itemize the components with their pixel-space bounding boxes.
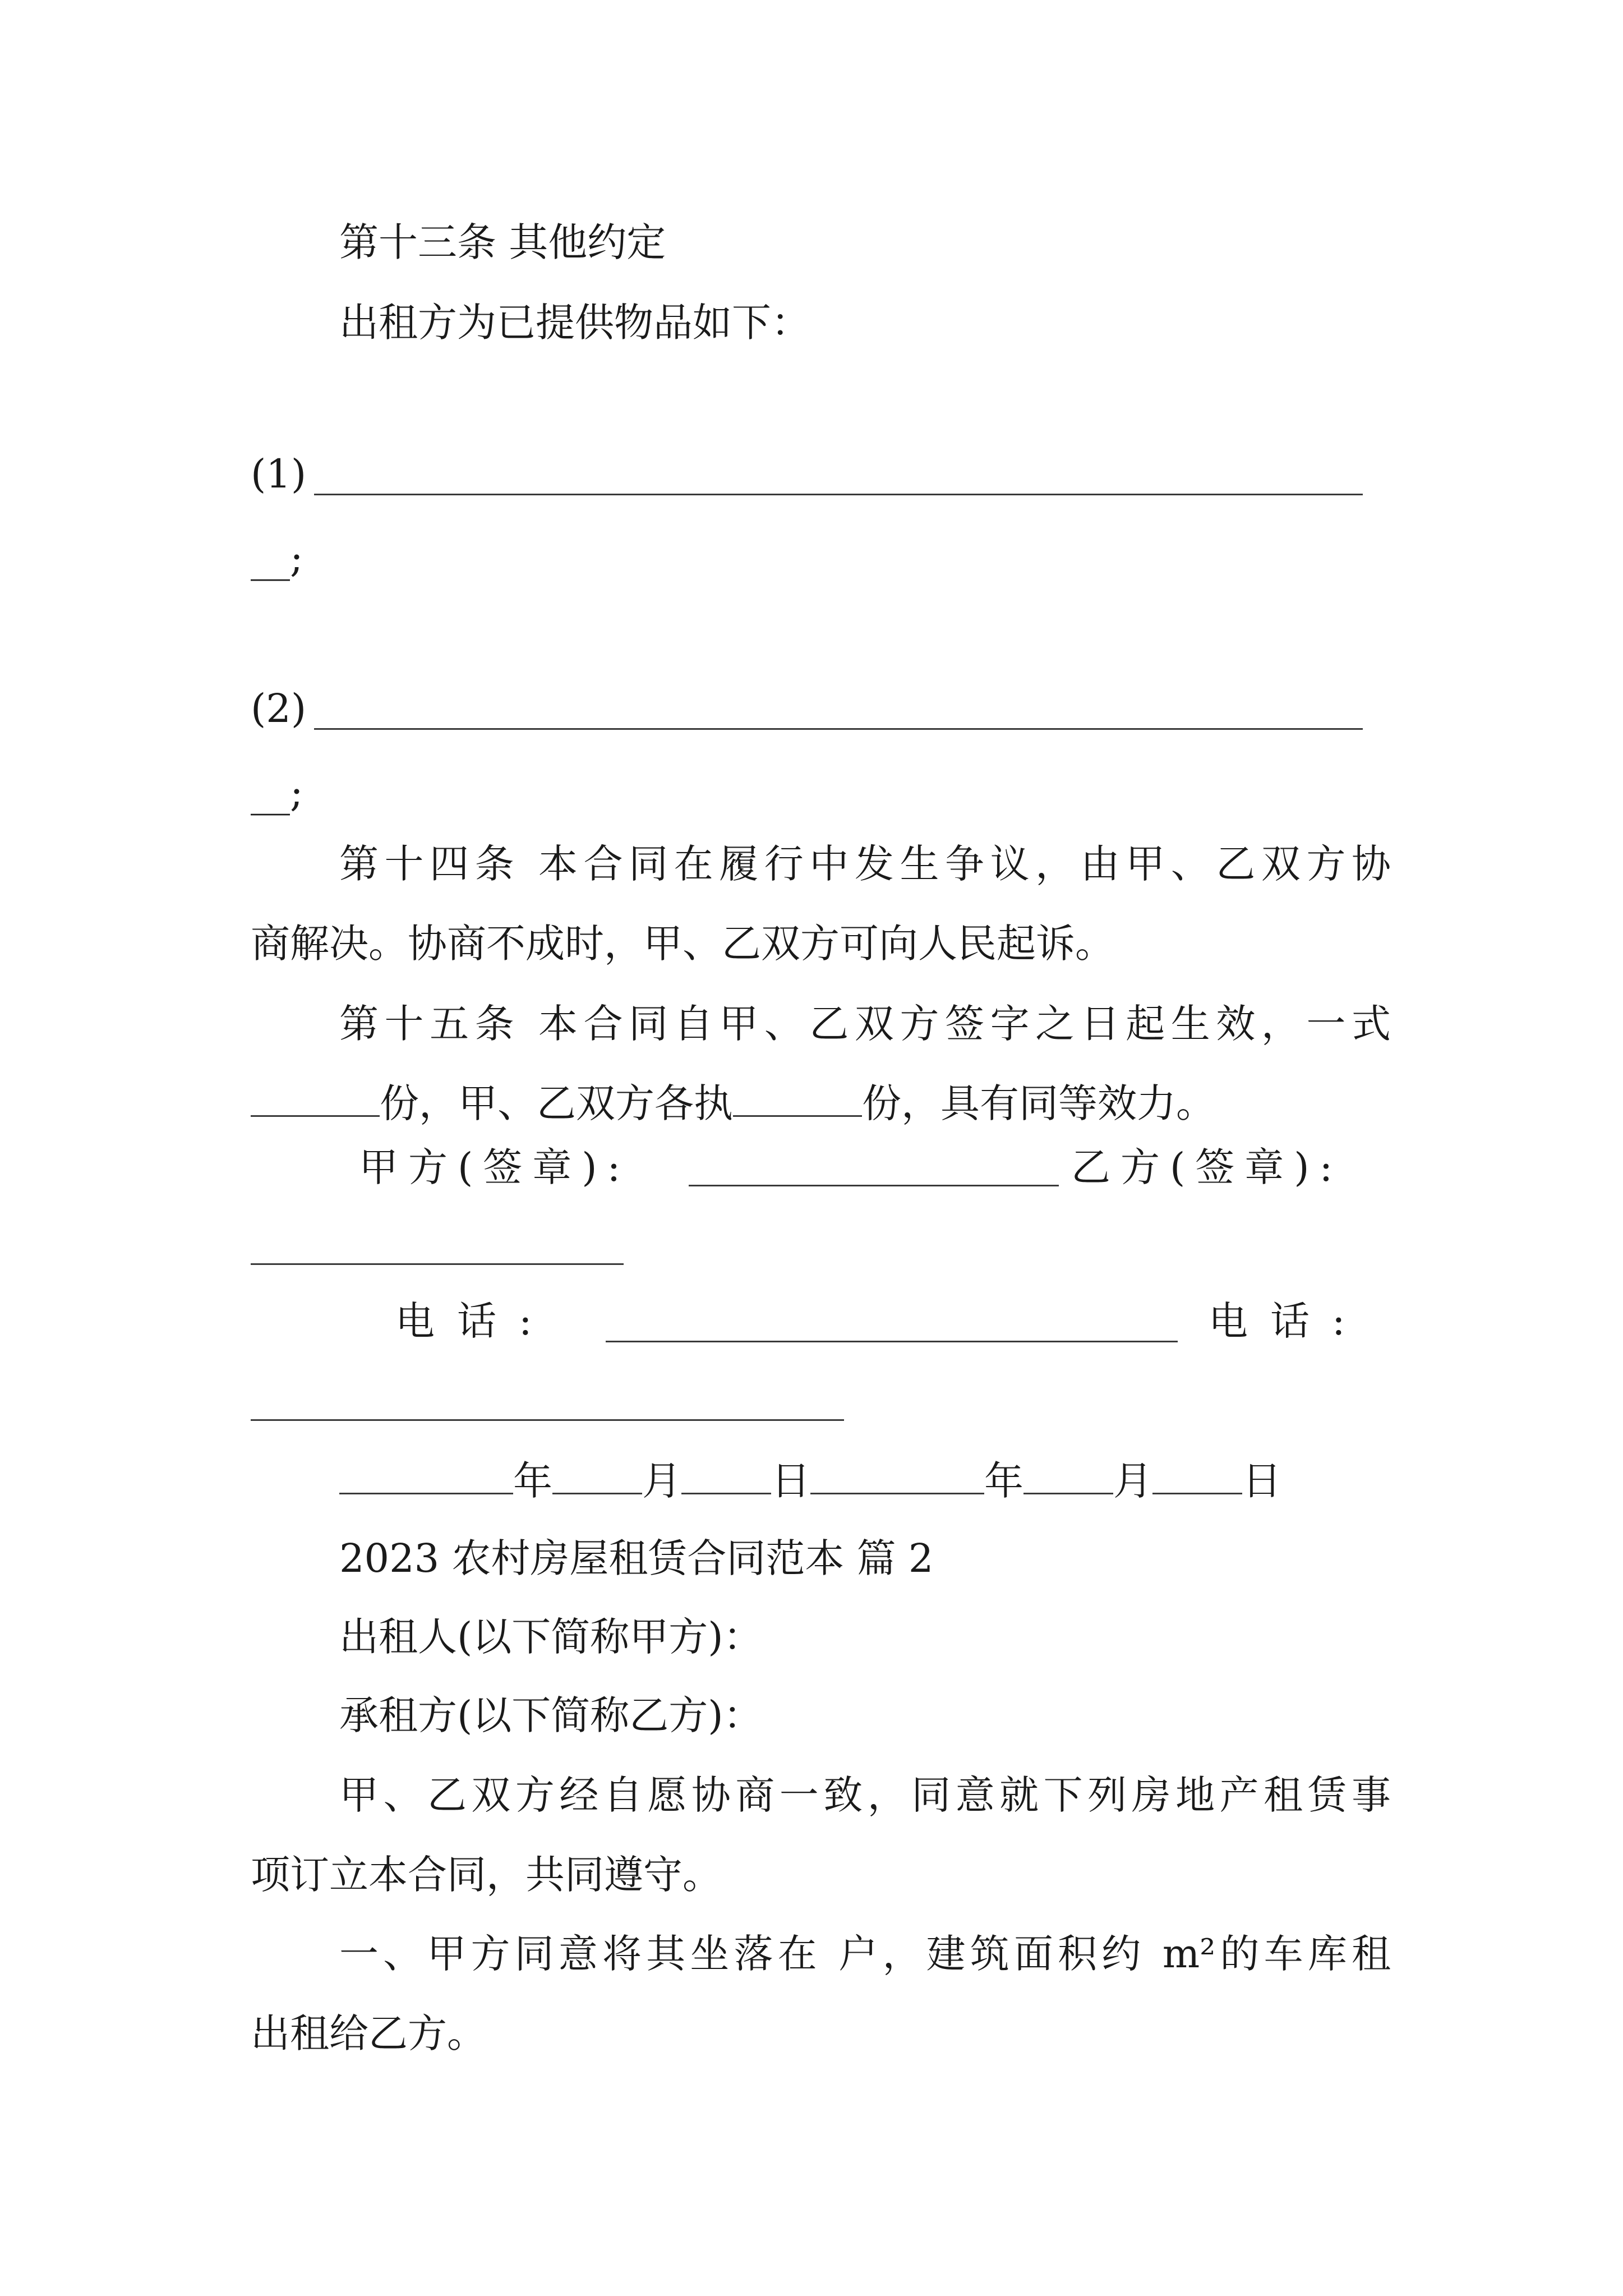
party-b-signature-line (251, 1263, 624, 1265)
date-b-month-blank (1023, 1458, 1113, 1494)
party-b-signature-label: 乙方(签章): (1071, 1144, 1343, 1190)
article-14-line-1: 第十四条 本合同在履行中发生争议，由甲、乙双方协 (339, 841, 1391, 887)
date-a-month: 月 (642, 1458, 681, 1504)
date-a-year: 年 (513, 1458, 552, 1504)
item-1-blank-line (314, 494, 1363, 495)
date-a-day: 日 (771, 1458, 810, 1504)
date-a-year-blank (339, 1458, 513, 1494)
article-15-line-2 (251, 1078, 1215, 1129)
item-1-end: __; (251, 535, 303, 581)
date-b-day: 日 (1242, 1458, 1281, 1504)
party-b-phone-line (251, 1419, 844, 1421)
party-a-signature-line (689, 1185, 1059, 1186)
item-2-label: (2) (251, 685, 307, 731)
article-15-line-1: 第十五条 本合同自甲、乙双方签字之日起生效，一式 (339, 1001, 1391, 1047)
date-b-month: 月 (1113, 1458, 1152, 1504)
item-2-end: __; (251, 770, 303, 816)
party-a-signature-label: 甲方(签章): (359, 1144, 631, 1190)
date-b-year-blank (810, 1458, 984, 1494)
date-a-month-blank (552, 1458, 642, 1494)
item-2-blank-line (314, 728, 1363, 730)
signing-dates (339, 1456, 1281, 1506)
copies-total-blank (251, 1080, 380, 1117)
agreement-line-2: 项订立本合同，共同遵守。 (251, 1852, 722, 1898)
item-1-label: (1) (251, 451, 307, 497)
copies-each-blank (733, 1080, 862, 1117)
date-b-year: 年 (984, 1458, 1023, 1504)
agreement-line-1: 甲、乙双方经自愿协商一致，同意就下列房地产租赁事 (339, 1772, 1391, 1818)
party-a-phone-label: 电话: (395, 1298, 555, 1344)
article-15-part-b: 份，具有同等效力。 (862, 1080, 1215, 1126)
article-13-intro: 出租方为已提供物品如下： (339, 300, 810, 346)
clause-1-line-2: 出租给乙方。 (251, 2010, 486, 2056)
lessee-line: 承租方(以下简称乙方)： (339, 1692, 763, 1738)
party-b-phone-label: 电话: (1209, 1298, 1368, 1344)
party-a-phone-line (606, 1341, 1178, 1342)
clause-1-line-1: 一、甲方同意将其坐落在 户，建筑面积约 m²的车库租 (339, 1931, 1391, 1977)
article-14-line-2: 商解决。协商不成时，甲、乙双方可向人民起诉。 (251, 921, 1114, 967)
date-b-day-blank (1152, 1458, 1242, 1494)
date-a-day-blank (681, 1458, 771, 1494)
section-2-heading: 2023 农村房屋租赁合同范本 篇 2 (339, 1535, 934, 1581)
lessor-line: 出租人(以下简称甲方)： (339, 1614, 763, 1660)
article-13-title: 第十三条 其他约定 (339, 219, 666, 265)
article-15-part-a: 份，甲、乙双方各执 (380, 1080, 733, 1126)
